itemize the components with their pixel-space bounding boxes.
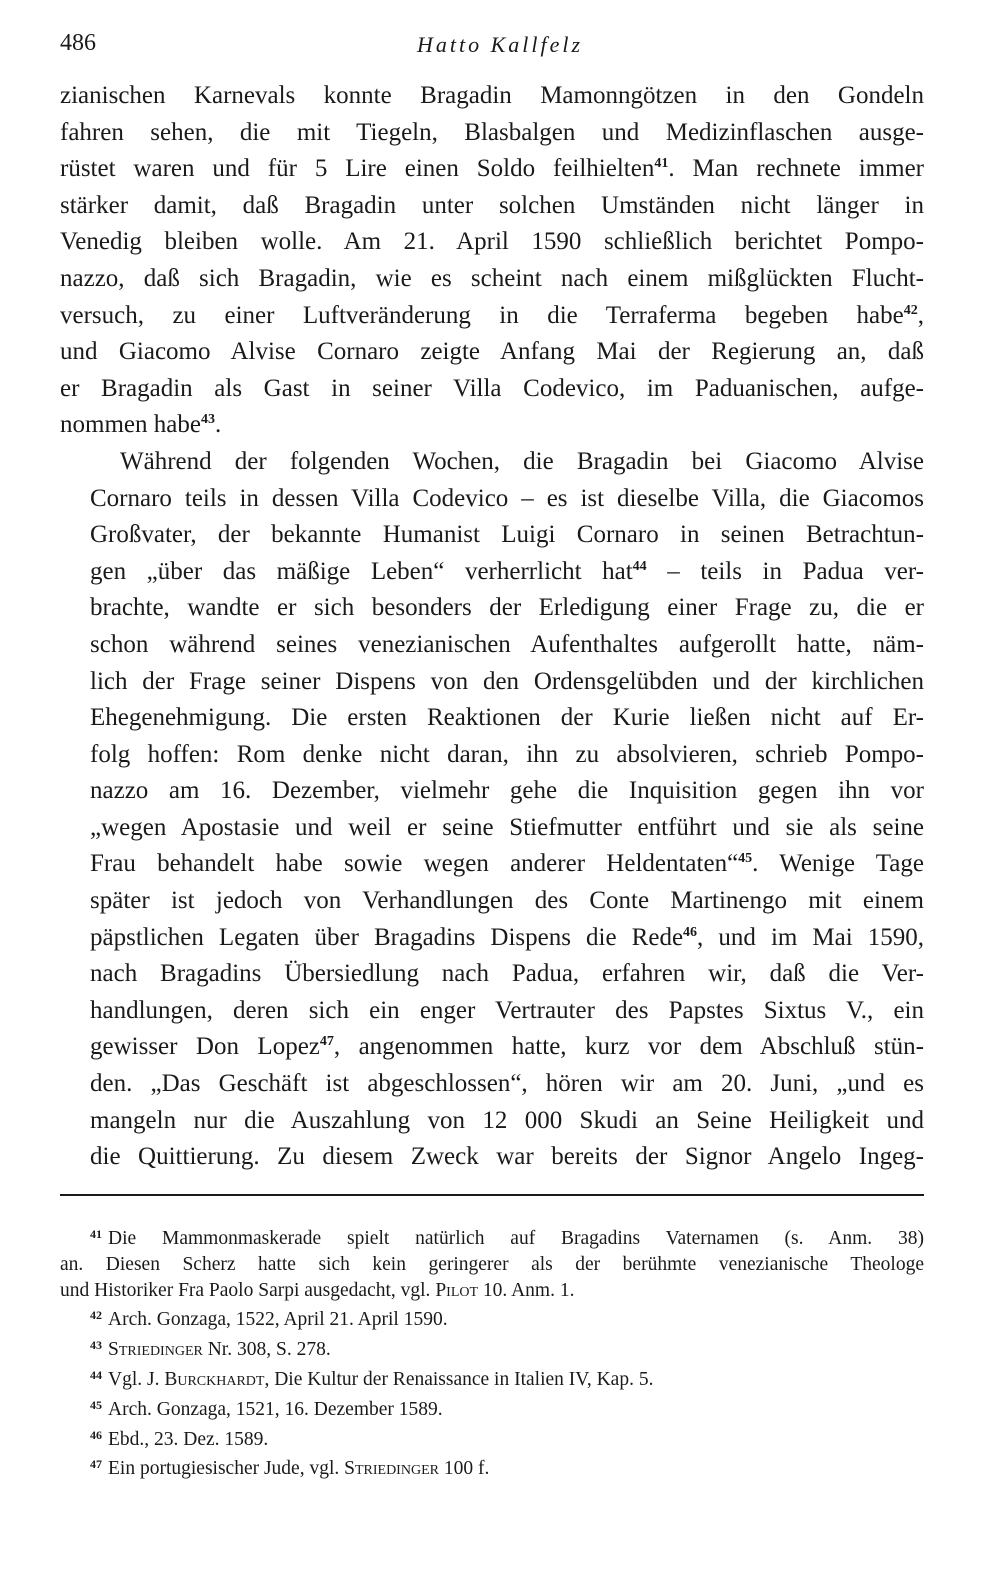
footnote-text: Nr. 308, S. 278.: [202, 1339, 331, 1361]
text-line: später ist jedoch von Verhandlungen des Conte Martinengo mit einem: [90, 887, 924, 915]
text-line: stärker damit, daß Bragadin unter solchen Umständen nicht länger in: [60, 191, 924, 219]
footnote-text: , Die Kultur der Renaissance in Italien IV, Kap. 5.: [264, 1368, 654, 1390]
footnote-number: 46: [90, 1427, 102, 1442]
text-line: und Giacomo Alvise Cornaro zeigte Anfang Mai der Regierung an, daß: [60, 338, 924, 366]
text-segment: gewisser Don Lopez: [90, 1033, 320, 1061]
footnote-line: [60, 1222, 924, 1252]
footnote-text: Ebd., 23. Dez. 1589.: [108, 1428, 269, 1450]
text-line: er Bragadin als Gast in seiner Villa Codevico, im Paduanischen, aufge-: [60, 374, 924, 402]
footnote-text: Arch. Gonzaga, 1522, April 21. April 1590.: [108, 1309, 448, 1331]
main-text: [60, 78, 924, 1176]
footnote-text: 10. Anm. 1.: [478, 1279, 575, 1301]
text-line: [60, 407, 924, 444]
author-name: Striedinger: [108, 1339, 203, 1361]
text-line: den. „Das Geschäft ist abgeschlossen“, hören wir am 20. Juni, „und es: [90, 1070, 924, 1098]
text-segment: nommen habe: [60, 411, 201, 439]
text-line: fahren sehen, die mit Tiegeln, Blasbalgen und Medizinflaschen ausge-: [60, 118, 924, 146]
text-line: [60, 920, 924, 957]
text-segment: – teils in Padua ver-: [646, 557, 924, 585]
footnote-number: 42: [90, 1308, 102, 1323]
footnote-ref-45: 45: [738, 851, 753, 867]
text-line: Cornaro teils in dessen Villa Codevico – es ist dieselbe Villa, die Giacomos: [90, 484, 924, 512]
text-line: folg hoffen: Rom denke nicht daran, ihn zu absolvieren, schrieb Pompo-: [90, 740, 924, 768]
text-line: „wegen Apostasie und weil er seine Stiefmutter entführt und sie als seine: [90, 813, 924, 841]
footnotes: [60, 1222, 924, 1482]
footnote-ref-44: 44: [632, 558, 647, 574]
text-line: lich der Frage seiner Dispens von den Ordensgelübden und der kirchlichen: [90, 667, 924, 695]
text-segment: Frau behandelt habe sowie wegen anderer Heldentaten“: [90, 850, 739, 878]
footnote-text: Arch. Gonzaga, 1521, 16. Dezember 1589.: [108, 1398, 443, 1420]
footnote-ref-42: 42: [903, 302, 918, 318]
footnote-ref-46: 46: [683, 924, 698, 940]
text-line: handlungen, deren sich ein enger Vertrauter des Papstes Sixtus V., ein: [90, 996, 924, 1024]
text-segment: versuch, zu einer Luftveränderung in die Terraferma begeben habe: [60, 301, 904, 329]
footnote-ref-43: 43: [200, 412, 215, 428]
footnote-ref-41: 41: [654, 156, 669, 172]
paragraph-1: [60, 78, 924, 444]
footnote-number: 47: [90, 1457, 102, 1472]
author-name: Burckhardt: [164, 1368, 265, 1390]
paragraph-2: [60, 444, 924, 1176]
footnote-number: 41: [90, 1227, 102, 1241]
page-number: 486: [60, 30, 96, 56]
text-segment: . Wenige Tage: [752, 850, 924, 878]
text-line: Venedig bleiben wolle. Am 21. April 1590 schließlich berichtet Pompo-: [60, 228, 924, 256]
footnote-text: und Historiker Fra Paolo Sarpi ausgedacht, vgl.: [60, 1279, 436, 1301]
footnote-41: [60, 1222, 924, 1303]
footnote-text: Die Mammonmaskerade spielt natürlich auf Bragadins Vaternamen (s. Anm. 38): [108, 1228, 924, 1249]
author-name: Striedinger: [344, 1458, 439, 1480]
running-head: Hatto Kallfelz: [416, 32, 584, 57]
text-line: brachte, wandte er sich besonders der Erledigung einer Frage zu, die er: [90, 594, 924, 622]
text-segment: . Man rechnete immer: [668, 155, 924, 183]
footnote-number: 45: [90, 1397, 102, 1412]
text-line: Während der folgenden Wochen, die Bragadin bei Giacomo Alvise: [120, 447, 924, 475]
text-line: [60, 151, 924, 188]
text-line: [60, 298, 924, 335]
footnote-43: [60, 1333, 924, 1363]
footnote-46: [60, 1423, 924, 1453]
text-line: zianischen Karnevals konnte Bragadin Mamonngötzen in den Gondeln: [60, 82, 924, 109]
text-segment: rüstet waren und für 5 Lire einen Soldo feilhielten: [60, 155, 655, 183]
footnote-number: 43: [90, 1338, 102, 1353]
footnote-ref-47: 47: [319, 1034, 334, 1050]
footnote-47: [60, 1452, 924, 1482]
text-line: nazzo am 16. Dezember, vielmehr gehe die Inquisition gegen ihn vor: [90, 777, 924, 805]
text-segment: , angenommen hatte, kurz vor dem Abschluß stün-: [333, 1033, 925, 1061]
footnote-text: Ein portugiesischer Jude, vgl.: [108, 1458, 345, 1480]
text-line: [60, 554, 924, 591]
text-line: schon während seines venezianischen Aufenthaltes aufgerollt hatte, näm-: [90, 630, 924, 658]
footnote-number: 44: [90, 1367, 102, 1382]
footnote-divider: [60, 1194, 924, 1196]
author-name: Pilot: [435, 1279, 479, 1301]
text-line: Ehegenehmigung. Die ersten Reaktionen der Kurie ließen nicht auf Er-: [90, 704, 924, 732]
footnote-45: [60, 1393, 924, 1423]
text-line: Großvater, der bekannte Humanist Luigi Cornaro in seinen Betrachtun-: [90, 521, 924, 549]
text-line: nach Bragadins Übersiedlung nach Padua, erfahren wir, daß die Ver-: [90, 960, 924, 988]
text-line: mangeln nur die Auszahlung von 12 000 Skudi an Seine Heiligkeit und: [90, 1106, 924, 1134]
text-line: nazzo, daß sich Bragadin, wie es scheint nach einem mißglückten Flucht-: [60, 264, 924, 292]
text-segment: , und im Mai 1590,: [697, 923, 924, 951]
footnote-line: [60, 1278, 924, 1304]
footnote-44: [60, 1363, 924, 1393]
text-segment: päpstlichen Legaten über Bragadins Dispens die Rede: [90, 923, 684, 951]
footnote-42: [60, 1303, 924, 1333]
text-segment: .: [214, 411, 222, 439]
footnote-line: an. Diesen Scherz hatte sich kein geringerer als der berühmte venezianische Theologe: [60, 1253, 924, 1275]
text-line: [60, 1029, 924, 1066]
text-line: die Quittierung. Zu diesem Zweck war bereits der Signor Angelo Ingeg-: [90, 1143, 924, 1171]
footnote-text: 100 f.: [438, 1458, 490, 1480]
footnote-text: Vgl. J.: [108, 1368, 165, 1390]
text-segment: ,: [917, 301, 924, 329]
text-segment: gen „über das mäßige Leben“ verherrlicht hat: [90, 557, 633, 585]
text-line: [60, 846, 924, 883]
